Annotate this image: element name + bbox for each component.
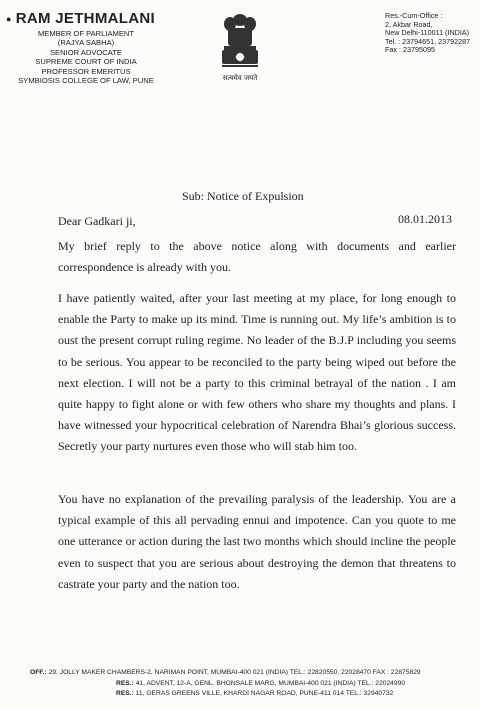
- sender-name: [6, 10, 196, 27]
- sender-titles: [6, 29, 166, 85]
- footer-residence-mumbai: [30, 679, 474, 690]
- letter-paragraph: I have patiently waited, after your last meeting at my place, for long enough to enable the Party to make up its mind. Time is running out. My life’s ambition is to oust the present corrupt ruling regime. No leader of the B.J.P including you seems to be serious. You appear to be reconciled to the party being wiped out before the next election. I will not be a party to this criminal betrayal of the nation . I am quite happy to fight alone or with few others who share my thoughts and plans. I have witnessed your hypocritical celebration of Narendra Bhai’s glorious success. Secretly your party nurtures even those who will stab him too.: [58, 291, 456, 454]
- sender-name-text: RAM JETHMALANI: [15, 10, 155, 27]
- footer-office-address: [30, 668, 474, 679]
- office-line: New Delhi-110011 (INDIA): [385, 28, 470, 38]
- footer-residence-label: RES.:: [116, 690, 134, 697]
- letter-footer: [30, 668, 474, 700]
- sender-title-line: SENIOR ADVOCATE: [49, 47, 122, 57]
- letterhead-left: [6, 10, 196, 85]
- footer-office-label: OFF.:: [30, 669, 47, 676]
- letterhead-right: [385, 12, 477, 55]
- sender-title-line: SYMBIOSIS COLLEGE OF LAW, PUNE: [18, 76, 154, 86]
- lion-capital-icon: [218, 8, 262, 72]
- national-emblem: [212, 8, 268, 83]
- footer-office-text: 29, JOLLY MAKER CHAMBERS-2, NARIMAN POINT, MUMBAI-400 021 (INDIA) TEL.: 22820550, 22028470 FAX : 22875829: [48, 669, 421, 676]
- footer-residence-text: 11, GERAS GREENS VILLE, KHARDI NAGAR ROAD, PUNE-411 014 TEL.: 32940732: [135, 690, 394, 697]
- letter-subject: Sub: Notice of Expulsion: [182, 189, 304, 203]
- letter-salutation: Dear Gadkari ji,: [58, 214, 136, 228]
- office-line: Fax : 23795095: [385, 45, 435, 55]
- letter-paragraph: You have no explanation of the prevailing paralysis of the leadership. You are a typical example of this all pervading ennui and impotence. Can you quote to me one utterance or action during the last two months which should incline the people even to suspect that you are serious about destroying the demon that threatens to castrate your party and the nation too.: [58, 492, 456, 591]
- office-line: 2, Akbar Road,: [385, 19, 433, 29]
- footer-residence-label: RES.:: [116, 679, 134, 687]
- bullet-icon: ●: [6, 13, 12, 24]
- footer-residence-pune: [30, 689, 474, 700]
- footer-residence-text: 41, ADVENT, 12-A, GENL. BHONSALE MARG, MUMBAI-400 021 (INDIA) TEL.: 22024990: [135, 679, 406, 687]
- sender-title-line: MEMBER OF PARLIAMENT: [37, 29, 135, 38]
- sender-title-line: (RAJYA SABHA): [57, 38, 115, 48]
- letter-paragraph: My brief reply to the above notice along with documents and earlier correspondence is already with you.: [58, 239, 456, 275]
- sender-title-line: SUPREME COURT OF INDIA: [35, 57, 137, 67]
- emblem-motto: सत्यमेव जयते: [222, 74, 258, 82]
- sender-title-line: PROFESSOR EMERITUS: [41, 66, 131, 76]
- letter-date: 08.01.2013: [398, 212, 452, 226]
- office-line: Tel. : 23794651, 23792287: [385, 36, 471, 46]
- office-line: Res.-Cum-Office :: [385, 11, 443, 20]
